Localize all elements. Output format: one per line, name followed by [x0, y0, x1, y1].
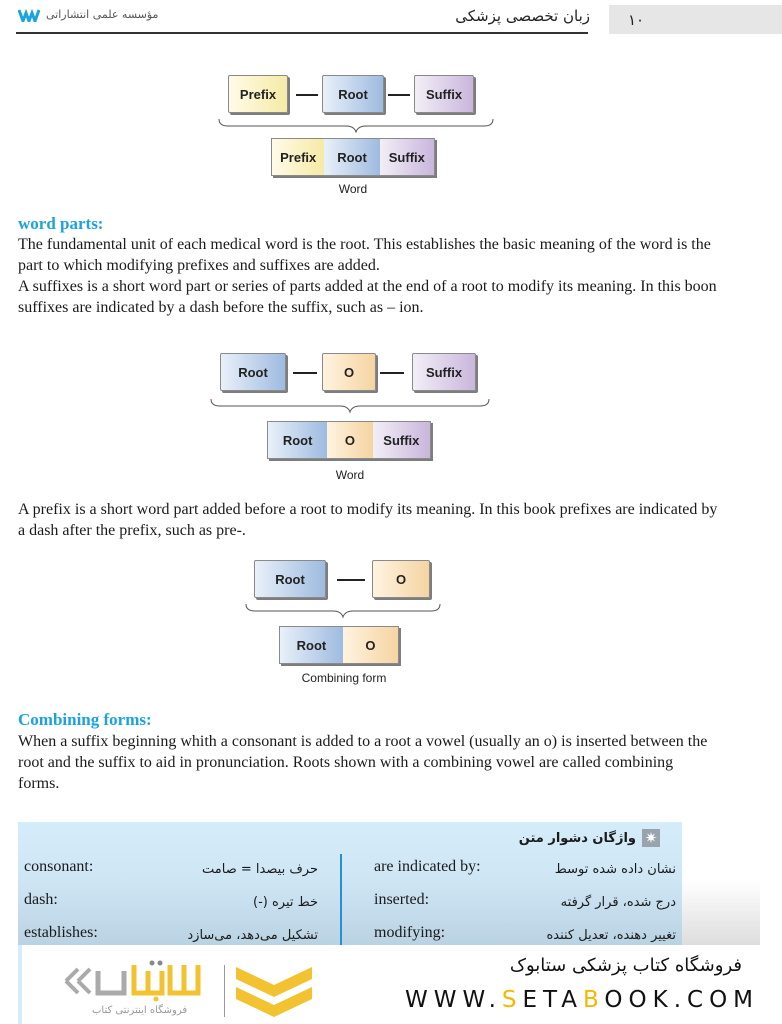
vocab-meaning: حرف بیصدا = صامت	[202, 862, 318, 877]
star-icon: ✷	[642, 829, 660, 847]
puzzle-piece-o: O	[372, 560, 430, 598]
connector-line	[380, 372, 404, 374]
puzzle-piece-root: Root	[322, 75, 384, 113]
vocab-box-shadow	[682, 880, 760, 947]
setabook-logo-icon	[62, 959, 222, 1004]
book-title: زبان تخصصی پزشکی	[455, 7, 590, 25]
header-divider	[16, 32, 588, 34]
puzzle-piece-suffix: Suffix	[412, 353, 476, 391]
figure-caption: Combining form	[301, 671, 387, 685]
vocabulary-title-text: واژگان دشوار متن	[518, 830, 636, 846]
grouping-brace	[218, 118, 494, 134]
vocab-term: modifying:	[374, 924, 446, 941]
paragraph-prefix-definition: A prefix is a short word part added before a root to modify its meaning. In this book prefixes are indicated by a dash after the prefix, such as pre-.	[18, 501, 718, 539]
figure-caption: Word	[338, 182, 368, 196]
puzzle-piece-prefix: Prefix	[228, 75, 288, 113]
puzzle-piece-o: O	[322, 353, 376, 391]
figure-caption: Word	[335, 468, 365, 482]
puzzle-piece-root: Root	[254, 560, 326, 598]
puzzle-piece-root: Root	[220, 353, 286, 391]
page-header	[0, 0, 782, 40]
vocab-term: dash:	[24, 891, 58, 908]
vocab-term: are indicated by:	[374, 858, 481, 875]
combined-root: Root	[268, 422, 327, 458]
combined-word	[267, 421, 431, 459]
section-heading-word-parts: word parts:	[18, 214, 104, 233]
vocabulary-box	[18, 822, 682, 947]
connector-line	[293, 372, 317, 374]
grouping-brace	[210, 398, 490, 414]
vocab-term: consonant:	[24, 858, 94, 875]
url-part: OOK.COM	[604, 987, 760, 1013]
connector-line	[388, 94, 410, 96]
section-heading-combining-forms: Combining forms:	[18, 710, 152, 729]
store-name: فروشگاه کتاب پزشکی ستابوک	[509, 955, 742, 976]
chevron-logo-icon	[234, 963, 314, 1021]
vocab-term: establishes:	[24, 924, 98, 941]
url-highlight: B	[583, 987, 605, 1013]
paragraph-combining-forms: When a suffix beginning whith a consonant is added to a root a vowel (usually an o) is inserted between the root and the suffix to aid in pronunciation. Roots shown with a combining vowel are called combining forms.	[18, 733, 708, 792]
puzzle-piece-suffix: Suffix	[414, 75, 474, 113]
publisher-name: مؤسسه علمی انتشاراتی	[46, 8, 159, 21]
combined-o: O	[343, 627, 398, 663]
vocab-term: inserted:	[374, 891, 430, 908]
url-part: WWW.	[405, 987, 502, 1013]
store-watermark-banner	[22, 945, 782, 1024]
grouping-brace	[245, 603, 441, 619]
combined-o: O	[327, 422, 372, 458]
vocabulary-title	[519, 829, 660, 847]
url-part: ETA	[522, 987, 584, 1013]
combined-form	[279, 626, 399, 664]
store-url[interactable]	[405, 987, 759, 1013]
combined-prefix: Prefix	[272, 139, 324, 175]
combined-suffix: Suffix	[380, 139, 434, 175]
combined-suffix: Suffix	[373, 422, 430, 458]
vocab-column-divider	[340, 854, 342, 947]
publisher-logo-icon	[18, 8, 40, 22]
vocab-meaning: تغییر دهنده، تعدیل کننده	[546, 928, 676, 943]
combined-root: Root	[324, 139, 379, 175]
connector-line	[296, 94, 318, 96]
logo-subtitle: فروشگاه اینترنتی کتاب	[92, 1005, 188, 1016]
vocab-meaning: تشکیل می‌دهد، می‌سازد	[187, 928, 318, 943]
combined-root: Root	[280, 627, 343, 663]
page-number: ۱۰	[628, 11, 645, 29]
url-highlight: S	[501, 987, 523, 1013]
combined-word	[271, 138, 435, 176]
paragraph-suffix-definition: A suffixes is a short word part or series of parts added at the end of a root to modify its meaning. In this boon suffixes are indicated by a dash before the suffix, such as – ion.	[18, 278, 717, 316]
connector-line	[337, 579, 365, 581]
paragraph-root-definition: The fundamental unit of each medical word is the root. This establishes the basic meaning of the word is the part to which modifying prefixes and suffixes are added.	[18, 236, 711, 274]
vocab-meaning: نشان داده شده توسط	[554, 862, 676, 877]
vocab-meaning: درج شده، قرار گرفته	[560, 895, 676, 910]
vocab-meaning: خط تیره (-)	[253, 895, 318, 910]
logo-separator	[224, 965, 225, 1017]
